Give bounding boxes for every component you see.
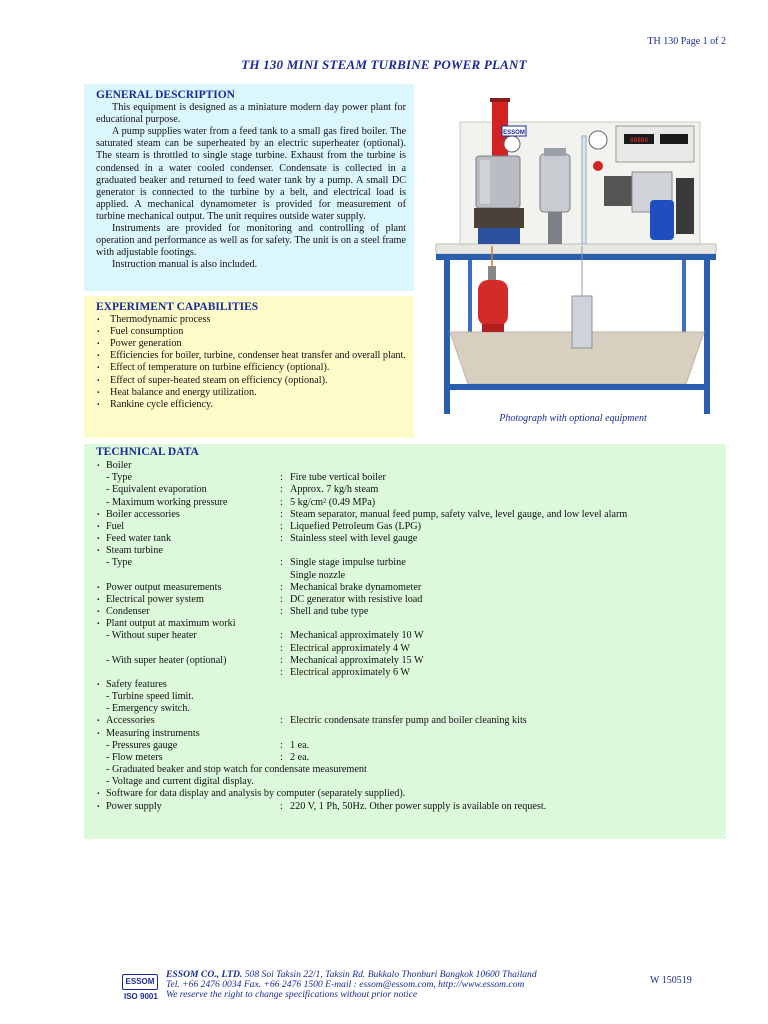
- spec-label: . Software for data display and analysis by computer (separately supplied).: [96, 788, 405, 800]
- footer: [122, 970, 722, 1006]
- table-row: [96, 521, 718, 533]
- spec-label: . Feed water tank: [96, 533, 280, 545]
- spec-label: . Steam turbine: [96, 545, 280, 557]
- company-name: ESSOM CO., LTD.: [166, 969, 243, 980]
- spec-value: 220 V, 1 Ph, 50Hz. Other power supply is available on request.: [290, 800, 547, 812]
- spec-label: . Electrical power system: [96, 594, 280, 606]
- table-row: [96, 764, 718, 776]
- list-item: . Fuel consumption: [96, 326, 406, 338]
- table-row: [96, 582, 718, 594]
- spec-separator: :: [280, 642, 283, 654]
- general-description-section: [84, 84, 414, 291]
- list-item: . Effect of super-heated steam on efficiency (optional).: [96, 375, 406, 387]
- spec-label: - Voltage and current digital display.: [106, 776, 254, 788]
- list-item: . Efficiencies for boiler, turbine, condenser heat transfer and overall plant.: [96, 350, 406, 362]
- spec-separator: :: [280, 606, 283, 618]
- spec-label: . Fuel: [96, 521, 280, 533]
- spec-label: - Flow meters: [106, 751, 163, 763]
- spec-label: . Condenser: [96, 606, 280, 618]
- document-title: TH 130 MINI STEAM TURBINE POWER PLANT: [241, 57, 527, 72]
- spec-value: 2 ea.: [290, 751, 310, 763]
- table-row: [96, 679, 718, 691]
- table-row: [96, 691, 718, 703]
- table-row: [96, 484, 718, 496]
- general-description-heading: GENERAL DESCRIPTION: [96, 89, 235, 101]
- spec-value: 1 ea.: [290, 739, 310, 751]
- general-paragraph: Instruction manual is also included.: [112, 259, 258, 271]
- disclaimer: We reserve the right to change specifications without prior notice: [166, 989, 418, 1000]
- equipment-photo: [432, 96, 720, 416]
- experiment-capabilities-heading: EXPERIMENT CAPABILITIES: [96, 301, 259, 313]
- meter-readout: 88888: [629, 137, 649, 144]
- table-row: [96, 594, 718, 606]
- document-number: W 150519: [650, 975, 692, 986]
- spec-separator: :: [280, 496, 283, 508]
- spec-separator: :: [280, 751, 283, 763]
- spec-value: Fire tube vertical boiler: [290, 472, 386, 484]
- spec-value: Electric condensate transfer pump and boiler cleaning kits: [290, 715, 527, 727]
- page-number: TH 130 Page 1 of 2: [647, 36, 726, 47]
- spec-label: . Boiler accessories: [96, 509, 280, 521]
- experiment-list: [96, 314, 406, 411]
- table-row: [96, 460, 718, 472]
- spec-value: Approx. 7 kg/h steam: [290, 484, 379, 496]
- table-row: [96, 801, 718, 813]
- spec-label: - Type: [106, 557, 132, 569]
- table-row: [96, 606, 718, 618]
- spec-label: . Measuring instruments: [96, 728, 280, 740]
- spec-label: - Type: [106, 472, 132, 484]
- spec-label: [96, 643, 280, 655]
- spec-value: Liquefied Petroleum Gas (LPG): [290, 520, 421, 532]
- spec-value: Electrical approximately 6 W: [290, 666, 411, 678]
- spec-separator: :: [280, 630, 283, 642]
- table-row: [96, 667, 718, 679]
- spec-label: - Pressures gauge: [106, 739, 178, 751]
- spec-label: - Graduated beaker and stop watch for condensate measurement: [106, 764, 367, 776]
- table-row: [96, 728, 718, 740]
- table-row: [96, 570, 718, 582]
- spec-separator: :: [280, 581, 283, 593]
- spec-value: Shell and tube type: [290, 606, 369, 618]
- spec-separator: :: [280, 654, 283, 666]
- spec-label: [96, 667, 280, 679]
- table-row: [96, 643, 718, 655]
- table-row: [96, 618, 718, 630]
- spec-separator: :: [280, 593, 283, 605]
- general-paragraph: Instruments are provided for monitoring and controlling of plant operation and performance as well as for safety. The unit is on a steel frame with adjustable footings.: [96, 223, 406, 259]
- spec-separator: :: [280, 715, 283, 727]
- technical-data-table: [96, 460, 718, 813]
- spec-label: . Safety features: [96, 679, 280, 691]
- spec-separator: :: [280, 739, 283, 751]
- spec-separator: :: [280, 800, 283, 812]
- spec-value: Single nozzle: [290, 569, 346, 581]
- panel-logo-text: ESSOM: [503, 130, 525, 136]
- spec-separator: :: [280, 508, 283, 520]
- table-row: [96, 703, 718, 715]
- general-paragraph: A pump supplies water from a feed tank to a small gas fired boiler. The saturated steam can be superheated by an electric superheater (optional). The steam is throttled to single stage turbine. Exhaust from the turbine is condensed in a water cooled condenser. Condensate is collected in a graduated beaker and returned to feed water tank by a pump. A small DC generator is connected to the turbine by a belt, and electrical load is applied. A mechanical dynamometer is provided for measurement of turbine mechanical output. The unit requires outside water supply.: [96, 126, 406, 222]
- table-row: [96, 776, 718, 788]
- list-item: . Effect of temperature on turbine efficiency (optional).: [96, 362, 406, 374]
- table-row: [96, 509, 718, 521]
- table-row: [96, 655, 718, 667]
- spec-label: - Without super heater: [106, 630, 197, 642]
- list-item: . Heat balance and energy utilization.: [96, 387, 406, 399]
- spec-separator: :: [280, 484, 283, 496]
- spec-separator: :: [280, 472, 283, 484]
- spec-value: Stainless steel with level gauge: [290, 533, 418, 545]
- spec-label: - Equivalent evaporation: [106, 484, 207, 496]
- spec-value: Mechanical brake dynamometer: [290, 581, 422, 593]
- table-row: [96, 752, 718, 764]
- table-row: [96, 545, 718, 557]
- spec-label: . Accessories: [96, 715, 280, 727]
- spec-label: - With super heater (optional): [106, 654, 227, 666]
- general-paragraph: This equipment is designed as a miniature modern day power plant for educational purpose.: [96, 102, 406, 126]
- spec-separator: [280, 570, 290, 582]
- experiment-capabilities-section: [84, 296, 414, 438]
- table-row: [96, 630, 718, 642]
- spec-label: . Plant output at maximum worki: [96, 618, 280, 630]
- company-contact: Tel. +66 2476 0034 Fax. +66 2476 1500 E-mail : essom@essom.com, http://www.essom.com: [166, 979, 525, 990]
- spec-label: - Turbine speed limit.: [106, 691, 194, 703]
- table-row: [96, 497, 718, 509]
- table-row: [96, 557, 718, 569]
- spec-separator: :: [280, 533, 283, 545]
- list-item: . Power generation: [96, 338, 406, 350]
- company-address: 508 Soi Taksin 22/1, Taksin Rd. Bukkalo Thonburi Bangkok 10600 Thailand: [244, 969, 537, 980]
- technical-data-heading: TECHNICAL DATA: [96, 446, 199, 458]
- spec-label: [96, 570, 280, 582]
- company-logo: ESSOM: [122, 974, 158, 990]
- spec-value: Mechanical approximately 15 W: [290, 654, 424, 666]
- spec-separator: :: [280, 666, 283, 678]
- spec-label: . Power supply: [96, 801, 280, 813]
- table-row: [96, 740, 718, 752]
- spec-label: - Emergency switch.: [106, 703, 190, 715]
- spec-separator: :: [280, 557, 283, 569]
- spec-separator: :: [280, 520, 283, 532]
- photo-caption: Photograph with optional equipment: [499, 413, 647, 424]
- spec-label: . Power output measurements: [96, 582, 280, 594]
- spec-label: - Maximum working pressure: [106, 496, 228, 508]
- table-row: [96, 715, 718, 727]
- list-item: . Rankine cycle efficiency.: [96, 399, 406, 411]
- footer-contact-block: [166, 970, 537, 1000]
- table-row: [96, 533, 718, 545]
- table-row: [96, 472, 718, 484]
- iso-badge: ISO 9001: [124, 992, 158, 1001]
- spec-value: Single stage impulse turbine: [290, 557, 406, 569]
- technical-data-section: [84, 444, 726, 839]
- spec-label: . Boiler: [96, 460, 280, 472]
- spec-value: DC generator with resistive load: [290, 593, 423, 605]
- list-item: . Thermodynamic process: [96, 314, 406, 326]
- spec-value: Electrical approximately 4 W: [290, 642, 411, 654]
- spec-value: Steam separator, manual feed pump, safety valve, level gauge, and low level alarm: [290, 508, 628, 520]
- table-row: [96, 788, 718, 800]
- spec-value: 5 kg/cm² (0.49 MPa): [290, 496, 376, 508]
- spec-value: Mechanical approximately 10 W: [290, 630, 424, 642]
